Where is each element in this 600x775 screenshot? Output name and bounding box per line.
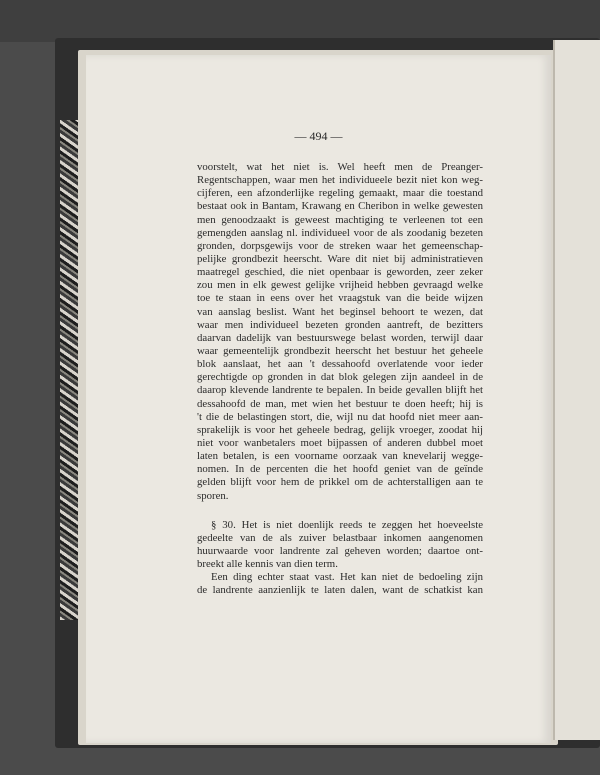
paragraph-gap: [197, 503, 483, 519]
text-line: maatregel geschied, die niet openbaar is geworden, zeer zeker: [197, 266, 483, 279]
text-line: huurwaarde voor landrente zal geheven worden; daartoe ont-: [197, 544, 483, 557]
text-line: daarvan dadelijk van bestuurswege belast worden, terwijl daar: [197, 331, 483, 344]
marbled-page-edge: [60, 120, 78, 620]
page-number: — 494 —: [294, 129, 343, 143]
text-line: gemengden aanslag nl. individueel voor de als zoodanig bezeten: [197, 226, 483, 239]
text-line: § 30. Het is niet doenlijk reeds te zeggen het hoeveelste: [211, 518, 483, 531]
text-line: van aanslag beslist. Want het beginsel behoort te wezen, dat: [197, 305, 483, 318]
text-line: bestaat ook in Bantam, Krawang en Cheribon in welke gewesten: [197, 200, 483, 213]
text-line: sporen.: [197, 489, 229, 502]
text-line: toe te staan in eens over het vraagstuk van die beide wijzen: [197, 292, 483, 305]
text-line: laten betalen, is een voorname oorzaak van knevelarij wegge-: [197, 450, 483, 463]
text-line: zou men in elk gewest gelijke vrijheid hebben gevraagd welke: [197, 279, 483, 292]
text-line: men genoodzaakt is geweest machtiging te verleenen tot een: [197, 213, 483, 226]
text-line: gerechtigde op gronden in dat blok gelegen zijn aandeel in de: [197, 371, 483, 384]
text-line: gelden blijft voor hem de prikkel om de achterstalligen aan te: [197, 476, 483, 489]
text-line: Een ding echter staat vast. Het kan niet de bedoeling zijn: [211, 571, 483, 584]
body-text: [197, 161, 483, 598]
text-line: 't die de belastingen stort, die, wijl nu dat hoofd niet meer aan-: [197, 410, 483, 423]
text-line: blok aanslaat, het aan 't dessahoofd overlatende voor ieder: [197, 358, 483, 371]
text-line: waar men individueel bezeten gronden aantreft, de bezitters: [197, 318, 483, 331]
scan-background: [0, 0, 600, 42]
text-line: pelijke grondbezit heerscht. Ware dit niet bij administratieven: [197, 252, 483, 265]
text-line: cijferen, een afzonderlijke regeling gemaakt, maar die toestand: [197, 187, 483, 200]
text-line: Regentschappen, waar men het individueele bezit niet kon weg-: [197, 174, 483, 187]
text-line: gronden, dorpsgewijs voor de streken waar het gemeenschap-: [197, 239, 483, 252]
text-line: niet voor wanbetalers moet bijpassen of anderen dubbel moet: [197, 436, 483, 449]
text-line: dessahoofd de man, met wien het bestuur te doen heeft; hij is: [197, 397, 483, 410]
text-line: breekt alle kennis van dien term.: [197, 558, 338, 571]
text-line: voorstelt, wat het niet is. Wel heeft men de Preanger-: [197, 161, 483, 173]
book-page: [86, 55, 551, 743]
text-line: nomen. In de percenten die het hoofd geniet van de geïnde: [197, 463, 483, 476]
text-line: daarop klevende landrente te bepalen. In beide gevallen blijft het: [197, 384, 483, 397]
text-line: de landrente aanzienlijk te laten dalen, want de schatkist kan: [197, 584, 483, 597]
facing-page: [553, 40, 600, 740]
text-line: sprakelijk is voor het geheele bedrag, gelijk vroeger, zoodat hij: [197, 423, 483, 436]
text-line: gedeelte van de als zuiver belastbaar inkomen aangenomen: [197, 531, 483, 544]
text-line: waar gemeentelijk grondbezit heerscht het bestuur het geheele: [197, 344, 483, 357]
